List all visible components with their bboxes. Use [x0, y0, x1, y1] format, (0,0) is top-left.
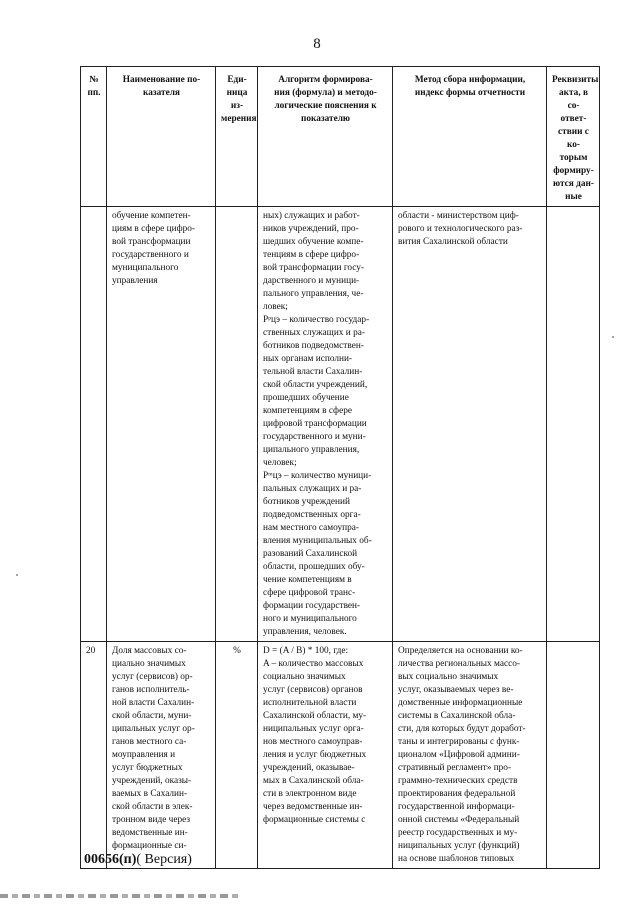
cell-unit: %: [216, 642, 258, 869]
cell-algorithm: D = (A / B) * 100, где: A – количество массовых социально значимых услуг (сервисов) органов исполнительной власти Сахалинской области, му- ниципальных услуг орга- нов местного самоуправ- ления и услуг бюджетных учреждений, оказывае- мых в Сахалинской обла- сти в электронном виде через ведомственные ин- формационные системы с: [258, 642, 393, 869]
scan-speck: [612, 336, 614, 338]
table-row: [81, 207, 600, 642]
header-num: № пп.: [81, 67, 107, 207]
table-row: [81, 642, 600, 869]
scan-artifact: [0, 894, 240, 898]
cell-requisites: [547, 207, 600, 642]
cell-num: [81, 207, 107, 642]
header-unit: Еди- ница из- мерения: [216, 67, 258, 207]
header-name: Наименование по- казателя: [107, 67, 216, 207]
document-code: 00656(п): [84, 852, 137, 867]
page-number: 8: [313, 36, 321, 52]
cell-algorithm: ных) служащих и работ- ников учреждений, про- шедших обучение компе- тенциям в сфере цифро- вой трансформации госу- дарственного и муници- пального управления, че- ловек; Pᵖцэ – количество государ- ственных служащих и ра- ботников подведомствен- ных органам исполни- тельной власти Сахалин- ской области учреждений, прошедших обучение компетенциям в сфере цифровой трансформации государственного и муни- ципального управления, человек; Pᵐцэ – количество муници- пальных служащих и ра- ботников учреждений подведомственных орга- нам местного самоупра- вления муниципальных об- разований Сахалинской области, прошедших обу- чение компетенциям в сфере цифровой транс- формации государствен- ного и муниципального управления, человек.: [258, 207, 393, 642]
cell-unit: [216, 207, 258, 642]
table-header-row: [81, 67, 600, 207]
document-footer: [84, 852, 192, 868]
cell-method: области - министерством циф- рового и технологического раз- вития Сахалинской области: [393, 207, 547, 642]
cell-name: Доля массовых со- циально значимых услуг (сервисов) ор- ганов исполнитель- ной власти Сахалин- ской области, муни- ципальных услуг ор- ганов местного са- моуправления и услуг бюджетных учреждений, оказы- ваемых в Сахалин- ской области в элек- тронном виде через ведомственные ин- формационные си-: [107, 642, 216, 869]
cell-name: обучение компетен- циям в сфере цифро- вой трансформации государственного и муниципального управления: [107, 207, 216, 642]
header-algorithm: Алгоритм формирова- ния (формула) и методо- логические пояснения к показателю: [258, 67, 393, 207]
header-requisites: Реквизиты акта, в со- ответ- ствии с ко- торым формиру- ются дан- ные: [547, 67, 600, 207]
cell-num: 20: [81, 642, 107, 869]
cell-method: Определяется на основании ко- личества региональных массо- вых социально значимых услуг, оказываемых через ве- домственные информационные системы в Сахалинской обла- сти, для которых будут доработ- таны и интегрированы с функ- ционалом «Цифровой админи- стративный регламент» про- граммно-технических средств проектирования федеральной государственной информаци- онной системы «Федеральный реестр государственных и му- ниципальных услуг (функций) на основе шаблонов типовых: [393, 642, 547, 869]
cell-requisites: [547, 642, 600, 869]
header-method: Метод сбора информации, индекс формы отчетности: [393, 67, 547, 207]
indicators-table: [80, 66, 600, 869]
document-version: ( Версия): [136, 852, 192, 867]
scan-speck: [16, 574, 18, 576]
